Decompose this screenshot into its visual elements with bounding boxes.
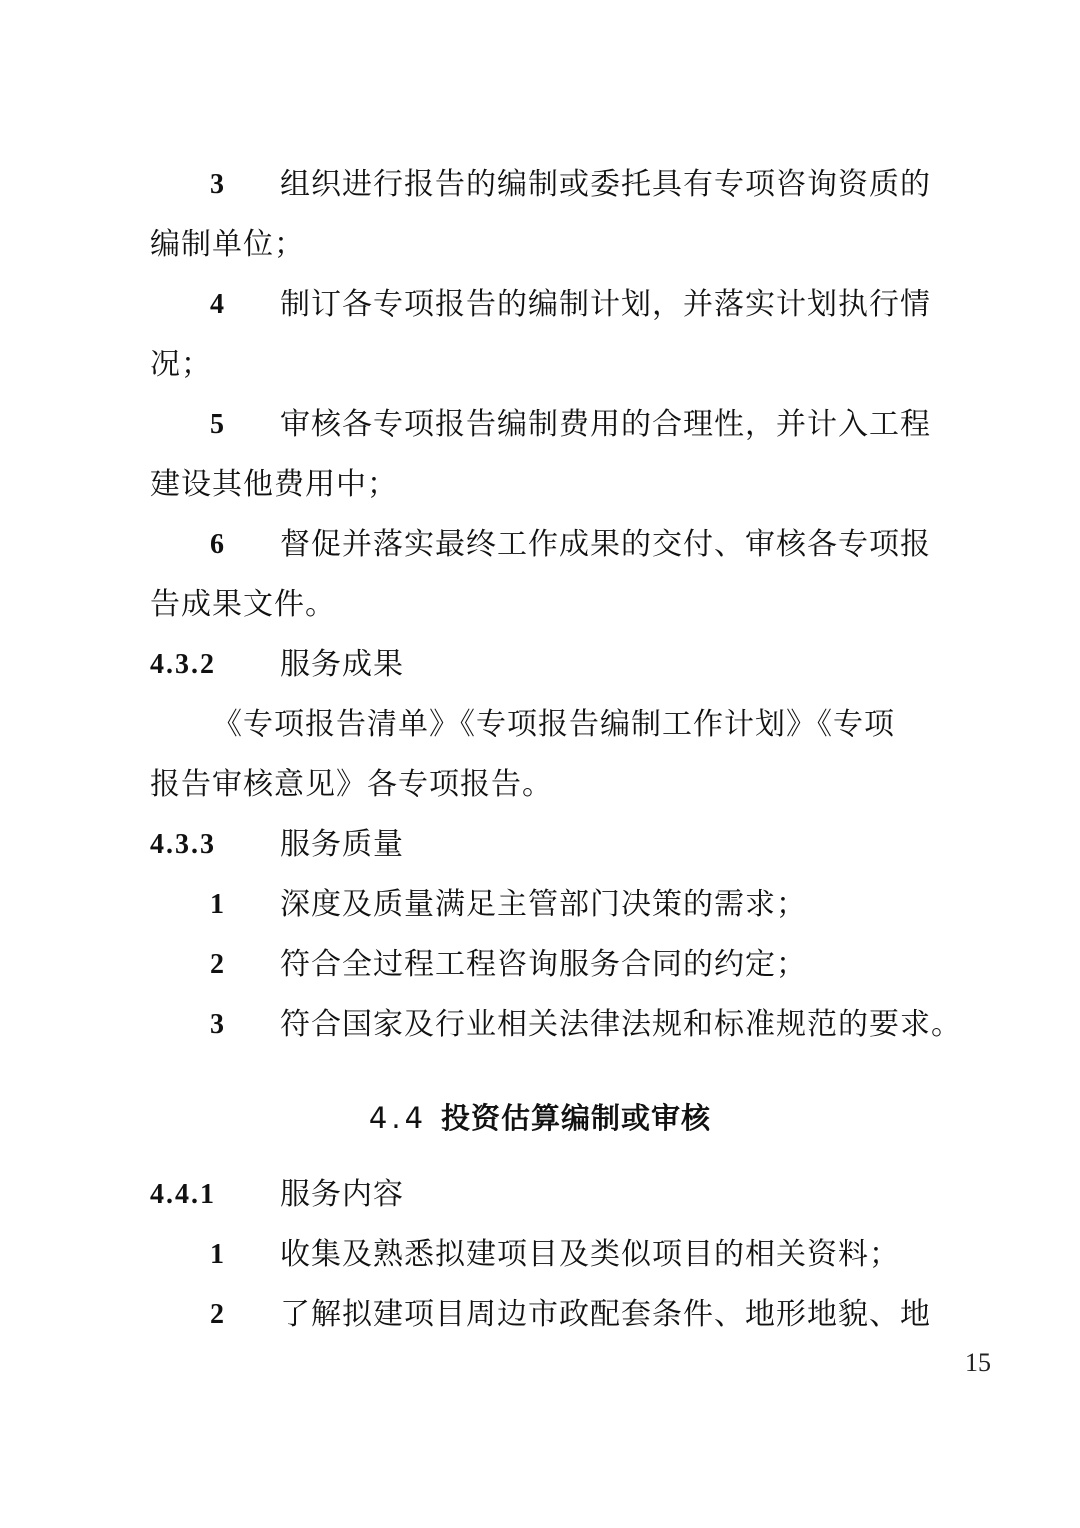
heading-title: 服务质量 [280,827,404,862]
subsection-heading [150,1165,940,1225]
list-item-continuation [150,575,940,635]
item-text-cont: 编制单位； [150,227,305,262]
page-number: 15 [965,1348,991,1377]
item-number: 3 [210,169,225,200]
item-number: 2 [210,949,225,980]
item-text: 组织进行报告的编制或委托具有专项咨询资质的 [280,167,931,202]
list-item-continuation [150,455,940,515]
item-number: 2 [210,1299,225,1330]
list-item [150,935,940,995]
item-text: 深度及质量满足主管部门决策的需求； [280,887,807,922]
list-item [150,875,940,935]
item-text: 符合全过程工程咨询服务合同的约定； [280,947,807,982]
list-item [150,995,962,1055]
item-number: 1 [210,889,225,920]
heading-number: 4.3.3 [150,829,216,860]
item-text: 符合国家及行业相关法律法规和标准规范的要求。 [280,1007,962,1042]
item-text: 审核各专项报告编制费用的合理性，并计入工程 [280,407,931,442]
section-title-text: 投资估算编制或审核 [441,1101,712,1135]
list-item-continuation [150,215,940,275]
item-number: 6 [210,529,225,560]
heading-title: 服务内容 [280,1177,404,1212]
list-item [150,155,940,215]
heading-title: 服务成果 [280,647,404,682]
paragraph-text: 《专项报告清单》《专项报告编制工作计划》《专项 [212,707,895,742]
item-text: 制订各专项报告的编制计划，并落实计划执行情 [280,287,931,322]
subsection-heading [150,635,940,695]
subsection-heading [150,815,940,875]
item-text-cont: 建设其他费用中； [150,467,398,502]
item-number: 3 [210,1009,225,1040]
section-number: 4.4 [368,1101,428,1135]
item-number: 4 [210,289,225,320]
paragraph-line [150,755,940,815]
section-title [0,1088,1080,1148]
item-text-cont: 况； [150,347,212,382]
list-item [150,395,940,455]
item-number: 5 [210,409,225,440]
list-item [150,1285,940,1345]
paragraph-text: 报告审核意见》各专项报告。 [150,767,553,802]
item-text: 了解拟建项目周边市政配套条件、地形地貌、地 [280,1297,931,1332]
paragraph-line [150,695,940,755]
list-item-continuation [150,335,940,395]
heading-number: 4.4.1 [150,1179,216,1210]
list-item [150,515,940,575]
list-item [150,275,940,335]
list-item [150,1225,940,1285]
item-text: 督促并落实最终工作成果的交付、审核各专项报 [280,527,931,562]
item-text-cont: 告成果文件。 [150,587,336,622]
item-number: 1 [210,1239,225,1270]
item-text: 收集及熟悉拟建项目及类似项目的相关资料； [280,1237,900,1272]
heading-number: 4.3.2 [150,649,216,680]
